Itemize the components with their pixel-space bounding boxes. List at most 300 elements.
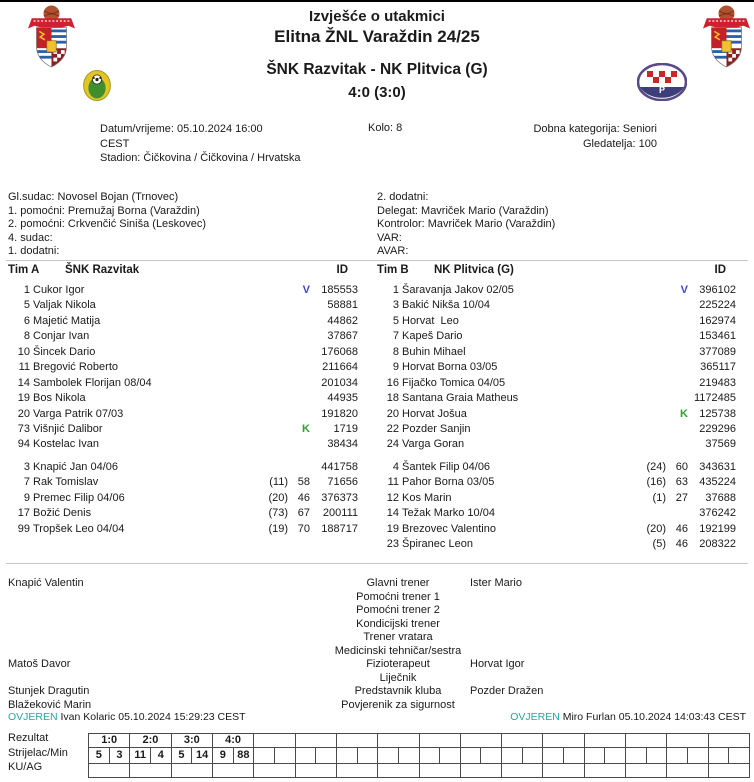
player-id: 435224 [699,476,736,489]
substituted-player-number [632,298,666,313]
staff-role-label: Pomoćni trener 1 [356,590,440,603]
staff-role-label: Pomoćni trener 2 [356,604,440,616]
substituted-player-number [254,360,288,375]
player-name: Varga Patrik 07/03 [33,407,124,420]
player-name: Pozder Sanjin [402,422,471,435]
player-number: 7 [392,330,399,343]
player-number: 94 [17,438,30,451]
substituted-player-number: (24) [646,460,666,473]
running-score-cell: 2:0 [130,734,171,748]
player-id: 71656 [327,476,358,489]
result-row-label: Rezultat [8,732,49,744]
player-number: 3 [392,299,399,312]
substitution-minute [288,360,310,375]
staff-name-team-a: Stunjek Dragutin [8,685,90,697]
player-name: Fijačko Tomica 04/05 [402,376,506,389]
player-number: 11 [387,476,399,489]
player-id: 192199 [699,522,736,535]
player-row [8,376,358,391]
result-table-row-labels [8,731,88,775]
player-row [377,491,736,506]
staff-section [0,577,754,712]
substitution-minute [666,506,688,521]
player-number: 5 [392,314,399,327]
goal-minute-cell: 4 [150,748,171,764]
substitution-minute [666,437,688,452]
substitution-minute [666,345,688,360]
player-id: 396102 [699,284,736,296]
player-name: Bregović Roberto [33,361,118,374]
player-number: 1 [392,284,399,296]
substituted-player-number: (11) [269,476,288,489]
player-row [8,422,358,437]
player-number: 8 [23,330,30,343]
player-row [377,537,736,552]
player-id: 211664 [322,361,358,374]
match-title: ŠNK Razvitak - NK Plitvica (G) [266,61,488,78]
official-entry: 4. sudac: [8,231,53,244]
player-name: Santana Graia Matheus [402,392,519,405]
verification-right [510,711,746,723]
staff-role-label: Fizioterapeut [366,658,430,670]
staff-name-team-a: Matoš Davor [8,658,71,670]
player-id: 200111 [322,507,358,520]
player-name: Šincek Dario [33,345,96,358]
player-row [8,345,358,360]
player-name: Valjak Nikola [33,299,96,312]
substitution-minute: 60 [675,460,688,473]
goal-minute-cell: 88 [233,748,254,764]
player-number: 11 [18,361,30,374]
goal-minute-cell [646,748,667,764]
substitution-minute [288,437,310,452]
player-row [377,329,736,344]
player-id: 162974 [699,314,736,327]
player-number: 23 [386,538,399,550]
substitution-minute: 27 [675,491,688,504]
verified-by-right: Miro Furlan 05.10.2024 14:03:43 CEST [559,711,746,723]
substitution-minute [288,376,310,391]
player-id: 376242 [699,507,736,520]
player-role-marker: V [302,284,310,296]
player-role-marker: K [680,407,688,420]
final-score: 4:0 (3:0) [348,84,406,101]
player-number: 9 [392,361,399,374]
scorer-number-cell: 5 [89,748,110,764]
running-score-cell [626,734,667,748]
substitution-minute: 46 [297,491,310,504]
staff-role-label: Trener vratara [363,631,433,643]
running-score-cell [460,734,501,748]
substitution-minute [666,329,688,344]
officials-right-column [377,191,555,259]
player-number: 9 [23,491,30,504]
player-name: Tropšek Leo 04/04 [33,522,125,535]
goal-minute-cell [564,748,585,764]
cards-cell [130,764,171,778]
goal-minute-cell [316,748,337,764]
player-row [377,522,736,537]
player-number: 16 [386,376,399,389]
substituted-player-number: (20) [268,491,288,504]
player-id: 153461 [699,330,736,343]
player-row [8,522,358,537]
scorer-number-cell [584,748,605,764]
player-name: Bakić Nikša 10/04 [402,299,491,312]
staff-role-label: Kondicijski trener [356,617,440,630]
player-number: 20 [386,407,399,420]
substitution-minute: 46 [675,522,688,535]
running-score-cell [584,734,625,748]
player-row [377,298,736,313]
player-id: 185553 [321,284,358,296]
scorer-number-cell [419,748,440,764]
player-number: 73 [17,422,30,435]
scorer-number-cell [336,748,357,764]
substituted-player-number [632,314,666,329]
player-id: 1172485 [693,392,736,405]
substituted-player-number [632,407,666,422]
running-score-cell: 3:0 [171,734,212,748]
player-row [377,345,736,360]
header-titles [0,6,754,101]
player-number: 3 [23,460,30,473]
player-row [377,314,736,329]
staff-role-label: Medicinski tehničar/sestra [334,644,462,657]
player-name: Majetić Matija [33,314,101,327]
team-b-substitutes [377,460,736,553]
top-border [0,0,754,2]
match-datetime: Datum/vrijeme: 05.10.2024 16:00 [100,123,263,135]
goal-minute-cell [522,748,543,764]
goal-minute-cell [357,748,378,764]
substituted-player-number: (73) [268,507,288,520]
scorer-number-cell [378,748,399,764]
goal-minute-cell [481,748,502,764]
team-b-label: Tim B [377,264,409,276]
scorer-number-cell [667,748,688,764]
substituted-player-number [632,391,666,406]
substituted-player-number: (16) [646,476,666,489]
goal-minute-cell: 14 [192,748,213,764]
cards-cell [171,764,212,778]
substitution-minute [288,329,310,344]
substitution-minute [288,391,310,406]
scorer-number-cell [254,748,275,764]
player-row [377,283,736,298]
player-row [8,391,358,406]
substitution-minute: 63 [675,476,688,489]
running-score-cell [419,734,460,748]
staff-row [0,591,754,605]
player-row [8,298,358,313]
scorer-number-cell [708,748,729,764]
player-number: 14 [17,376,30,389]
player-id: 377089 [699,345,736,358]
player-name: Šantek Filip 04/06 [402,460,491,473]
team-a-name: ŠNK Razvitak [65,264,140,276]
goal-minute-cell [440,748,461,764]
team-b-id-header: ID [714,264,726,276]
staff-row [0,658,754,672]
substituted-player-number [632,422,666,437]
player-row [8,437,358,452]
team-a-label: Tim A [8,264,40,276]
player-role-marker: V [680,284,688,296]
match-timezone: CEST [100,137,130,150]
player-row [377,460,736,475]
running-score-cell [336,734,377,748]
player-id: 365117 [700,361,736,374]
official-entry: 1. dodatni: [8,245,60,257]
player-row [377,422,736,437]
player-number: 19 [386,522,399,535]
team-a-roster [8,264,358,537]
verification-left [8,711,246,723]
player-number: 5 [23,299,30,312]
player-id: 201034 [321,376,358,389]
cards-cell [667,764,708,778]
player-row [377,360,736,375]
staff-row [0,618,754,632]
team-b-roster [377,264,736,552]
official-entry: Kontrolor: Mavriček Mario (Varaždin) [377,218,556,230]
substituted-player-number: (1) [652,491,666,504]
staff-row [0,604,754,618]
team-a-id-header: ID [336,264,348,276]
player-row [377,391,736,406]
player-id: 176068 [321,345,358,358]
player-id: 343631 [699,460,736,473]
substituted-player-number [632,283,666,298]
official-entry: 2. pomoćni: Crkvenčić Siniša (Leskovec) [8,218,207,230]
substituted-player-number: (20) [646,522,666,535]
running-score-cell [502,734,543,748]
substituted-player-number [254,391,288,406]
substituted-player-number [254,283,288,298]
cards-row [89,764,750,778]
player-name: Rak Tomislav [33,476,99,489]
attendance: Gledatelja: 100 [583,137,657,150]
player-row [377,407,736,422]
verified-status-badge: OVJEREN [8,711,58,723]
player-row [8,491,358,506]
substitution-minute [666,422,688,437]
player-name: Horvat Borna 03/05 [402,361,498,374]
team-a-starters [8,283,358,453]
player-name: Sambolek Florijan 08/04 [33,376,152,389]
scorer-number-cell: 9 [212,748,233,764]
player-name: Božić Denis [33,507,92,520]
staff-role-label: Liječnik [379,671,417,684]
substitution-minute [666,360,688,375]
substitution-minute [288,314,310,329]
player-number: 1 [23,284,30,296]
player-row [8,506,358,521]
cards-cell [584,764,625,778]
cards-cell [502,764,543,778]
player-number: 7 [23,476,30,489]
running-score-row [89,734,750,748]
player-name: Brezovec Valentino [402,522,496,535]
cards-cell [626,764,667,778]
substitution-minute [288,345,310,360]
match-round: Kolo: 8 [368,122,403,134]
player-name: Špiranec Leon [402,538,473,550]
player-name: Buhin Mihael [402,345,466,358]
goal-minute-cell [605,748,626,764]
substitution-minute [666,298,688,313]
player-role-marker: K [302,422,310,435]
player-name: Horvat Jošua [402,407,467,420]
cards-cell [708,764,749,778]
substituted-player-number [632,329,666,344]
player-number: 99 [17,522,30,535]
player-number: 19 [17,392,30,405]
result-progress-table [88,733,750,778]
age-category: Dobna kategorija: Seniori [533,123,657,135]
player-number: 12 [386,491,399,504]
cards-cell [378,764,419,778]
match-info-right [533,122,657,151]
match-stadium: Stadion: Čičkovina / Čičkovina / Hrvatska [100,152,301,164]
staff-row [0,685,754,699]
player-number: 4 [392,460,399,473]
player-id: 229296 [699,422,736,435]
player-row [8,329,358,344]
player-id: 225224 [699,299,736,312]
official-entry: 1. pomoćni: Premužaj Borna (Varaždin) [8,204,200,217]
team-b-starters [377,283,736,453]
substitution-minute [666,376,688,391]
scorer-number-cell: 11 [130,748,151,764]
scorer-number-cell [502,748,523,764]
scorer-number-cell: 5 [171,748,192,764]
cards-row-label: KU/AG [8,761,43,774]
player-row [377,506,736,521]
running-score-cell [708,734,749,748]
player-id: 1719 [333,422,358,435]
player-number: 24 [386,438,399,451]
official-entry: Delegat: Mavriček Mario (Varaždin) [377,204,549,217]
staff-name-team-b: Horvat Igor [470,658,525,670]
substituted-player-number [632,360,666,375]
player-row [377,475,736,490]
player-id: 376373 [321,491,358,504]
substituted-player-number [632,345,666,360]
running-score-cell [543,734,584,748]
player-id: 44862 [327,314,358,327]
substitution-minute [288,407,310,422]
official-entry: AVAR: [377,245,409,257]
substitution-minute: 58 [297,476,310,489]
substituted-player-number [254,437,288,452]
scorer-number-cell [626,748,647,764]
report-title: Izvješće o utakmici [309,8,445,25]
svg-text:P: P [658,85,666,95]
cards-cell [419,764,460,778]
official-entry: 2. dodatni: [377,191,429,203]
staff-name-team-b: Ister Mario [470,577,522,589]
scorer-minute-row [89,748,750,764]
goal-minute-cell [398,748,419,764]
player-id: 188717 [321,522,358,535]
match-info-left [100,122,301,166]
cards-cell [543,764,584,778]
player-name: Premec Filip 04/06 [33,491,125,504]
player-name: Conjar Ivan [33,330,90,343]
staff-row [0,699,754,713]
substituted-player-number [254,298,288,313]
player-name: Težak Marko 10/04 [402,507,495,520]
staff-row [0,631,754,645]
staff-name-team-a: Knapić Valentin [8,577,84,589]
substituted-player-number [632,506,666,521]
player-name: Varga Goran [402,438,465,451]
player-name: Horvat Leo [402,314,459,327]
substituted-player-number [254,329,288,344]
substituted-player-number [254,460,288,475]
player-name: Višnjić Dalibor [33,422,103,435]
substituted-player-number [632,376,666,391]
cards-cell [460,764,501,778]
cards-cell [89,764,130,778]
player-row [377,376,736,391]
running-score-cell [295,734,336,748]
section-divider [6,260,748,261]
player-number: 17 [17,507,30,520]
substitution-minute: 70 [297,522,310,535]
substitution-minute: 67 [297,507,310,520]
player-number: 8 [392,345,399,358]
player-name: Šaravanja Jakov 02/05 [402,284,514,296]
player-id: 58881 [327,299,358,312]
player-row [377,437,736,452]
substituted-player-number [632,437,666,452]
player-id: 191820 [321,407,358,420]
scorer-number-cell [543,748,564,764]
running-score-cell: 4:0 [212,734,253,748]
player-id: 441758 [321,460,358,473]
player-name: Bos Nikola [33,392,86,405]
scorer-number-cell [460,748,481,764]
player-name: Cukor Igor [33,284,85,296]
verified-status-badge: OVJEREN [510,711,560,723]
official-entry: Gl.sudac: Novosel Bojan (Trnovec) [8,191,179,203]
team-a-header [8,264,358,281]
player-id: 37569 [705,438,736,451]
goal-minute-cell: 3 [109,748,130,764]
running-score-cell [667,734,708,748]
player-number: 6 [23,314,30,327]
substitution-minute [288,460,310,475]
competition-title: Elitna ŽNL Varaždin 24/25 [274,27,480,46]
official-entry: VAR: [377,231,402,244]
player-row [8,360,358,375]
section-divider [6,563,748,564]
substituted-player-number [254,407,288,422]
player-id: 37867 [327,330,358,343]
substituted-player-number [254,376,288,391]
substituted-player-number: (19) [268,522,288,535]
staff-role-label: Povjerenik za sigurnost [341,698,455,711]
player-number: 20 [17,407,30,420]
player-row [8,407,358,422]
team-a-substitutes [8,460,358,537]
goal-minute-cell [729,748,750,764]
team-b-header [377,264,736,281]
player-name: Knapić Jan 04/06 [33,460,119,473]
